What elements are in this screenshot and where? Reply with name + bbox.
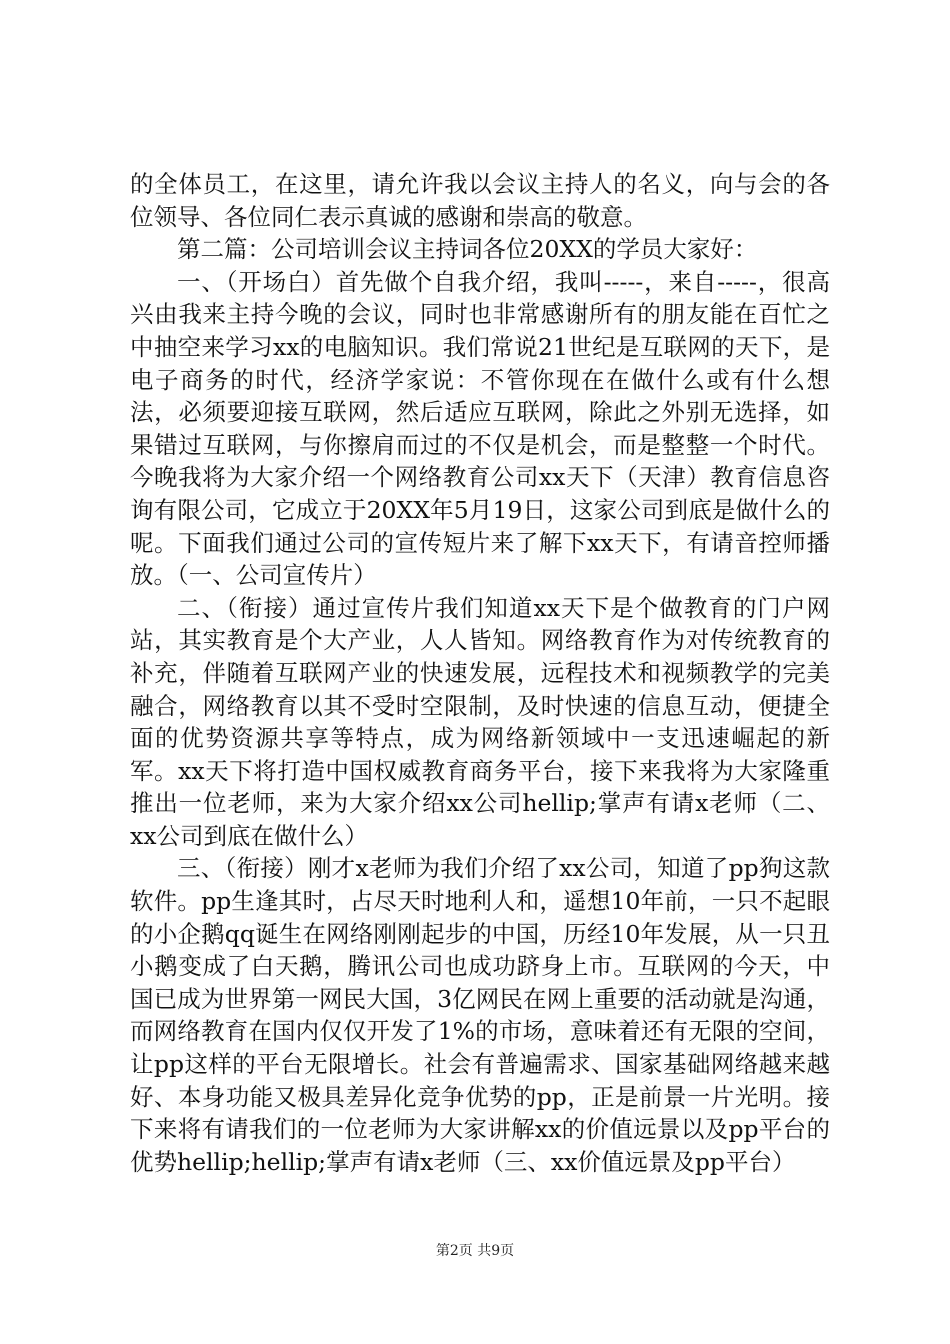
section-heading: 第二篇：公司培训会议主持词各位20XX的学员大家好：: [177, 235, 758, 264]
paragraph-intro-closing: 的全体员工，在这里，请允许我以会议主持人的名义，向与会的各位领导、各位同仁表示真诚的感谢和崇高的敬意。: [130, 170, 830, 231]
paragraph-part-one: 一、（开场白）首先做个自我介绍，我叫-----，来自-----，很高兴由我来主持今晚的会议，同时也非常感谢所有的朋友能在百忙之中抽空来学习xx的电脑知识。我们常说21世纪是互联网的天下，是电子商务的时代，经济学家说：不管你现在在做什么或有什么想法，必须要迎接互联网，然后适应互联网，除此之外别无选择，如果错过互联网，与你擦肩而过的不仅是机会，而是整整一个时代。今晚我将为大家介绍一个网络教育公司xx天下（天津）教育信息咨询有限公司，它成立于20XX年5月19日，这家公司到底是做什么的呢。下面我们通过公司的宣传短片来了解下xx天下，有请音控师播放。（一、公司宣传片）: [130, 267, 830, 590]
paragraph-part-three: 三、（衔接）刚才x老师为我们介绍了xx公司，知道了pp狗这款软件。pp生逢其时，占尽天时地利人和，遥想10年前，一只不起眼的小企鹅qq诞生在网络刚刚起步的中国，历经10年发展，从一只丑小鹅变成了白天鹅，腾讯公司也成功跻身上市。互联网的今天，中国已成为世界第一网民大国，3亿网民在网上重要的活动就是沟通，而网络教育在国内仅仅开发了1%的市场，意味着还有无限的空间，让pp这样的平台无限增长。社会有普遍需求、国家基础网络越来越好、本身功能又极具差异化竞争优势的pp，正是前景一片光明。接下来将有请我们的一位老师为大家讲解xx的价值远景以及pp平台的优势hellip;hellip;掌声有请x老师（三、xx价值远景及pp平台）: [130, 854, 830, 1176]
page-number: 第2页 共9页: [435, 1243, 515, 1259]
paragraph-part-two: 二、（衔接）通过宣传片我们知道xx天下是个做教育的门户网站，其实教育是个大产业，人人皆知。网络教育作为对传统教育的补充，伴随着互联网产业的快速发展，远程技术和视频教学的完美融合，网络教育以其不受时空限制，及时快速的信息互动，便捷全面的优势资源共享等特点，成为网络新领域中一支迅速崛起的新军。xx天下将打造中国权威教育商务平台，接下来我将为大家隆重推出一位老师，来为大家介绍xx公司hellip;掌声有请x老师（二、xx公司到底在做什么）: [130, 593, 830, 850]
document-body: [130, 168, 830, 1178]
